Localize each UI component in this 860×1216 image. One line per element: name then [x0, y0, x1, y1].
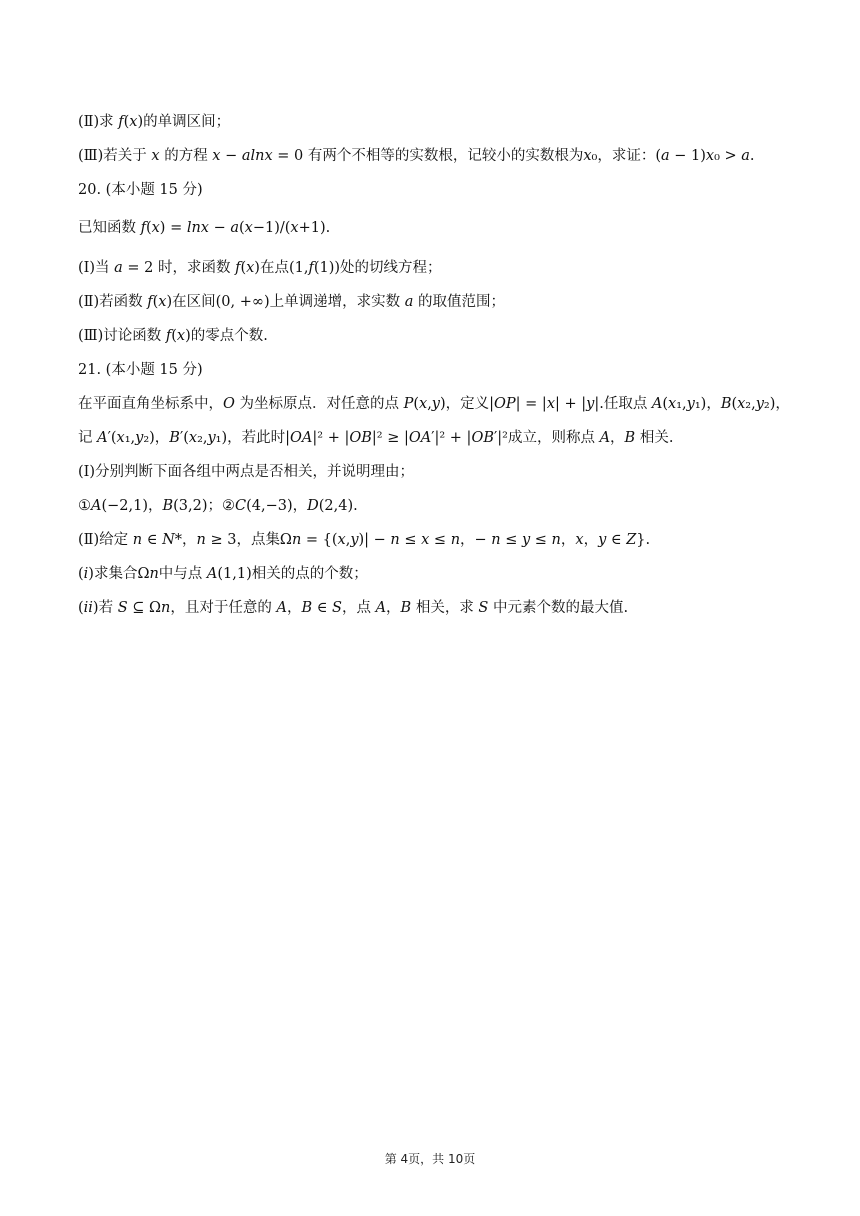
q21-stem-line2: 记 𝐴′(𝑥₁,𝑦₂)，𝐵′(𝑥₂,𝑦₁)，若此时|𝑂𝐴|² + |𝑂𝐵|² ≥ |𝑂𝐴′|² + |𝑂𝐵′|²成立，则称点 𝐴，𝐵 相关.	[78, 430, 674, 446]
page-footer: 第 4页，共 10页	[384, 1152, 476, 1166]
q20-stem: 已知函数 𝑓(𝑥) = 𝑙𝑛𝑥 − 𝑎(𝑥−1)/(𝑥+1).	[78, 220, 331, 236]
q21-part1-items: ①𝐴(−2,1)，𝐵(3,2)；②𝐶(4,−3)，𝐷(2,4).	[78, 498, 358, 514]
q21-header: 21. (本小题 15 分)	[78, 362, 203, 378]
q20-header: 20. (本小题 15 分)	[78, 182, 203, 198]
q21-part1: (Ⅰ)分别判断下面各组中两点是否相关，并说明理由；	[78, 464, 415, 480]
q19-part3: (Ⅲ)若关于 𝑥 的方程 𝑥 − 𝑎𝑙𝑛𝑥 = 0 有两个不相等的实数根，记较小的实数根为𝑥₀，求证：(𝑎 − 1)𝑥₀ > 𝑎.	[78, 148, 755, 164]
q20-part2: (Ⅱ)若函数 𝑓(𝑥)在区间(0, +∞)上单调递增，求实数 𝑎 的取值范围；	[78, 294, 505, 310]
q21-part2-ii: (𝑖𝑖)若 𝑆 ⊆ Ω𝑛，且对于任意的 𝐴，𝐵 ∈ 𝑆，点 𝐴，𝐵 相关，求 𝑆 中元素个数的最大值.	[78, 600, 629, 616]
q21-part2: (Ⅱ)给定 𝑛 ∈ 𝑁*，𝑛 ≥ 3，点集Ω𝑛 = {(𝑥,𝑦)| − 𝑛 ≤ 𝑥 ≤ 𝑛，− 𝑛 ≤ 𝑦 ≤ 𝑛，𝑥，𝑦 ∈ 𝑍}.	[78, 532, 651, 548]
q21-part2-i: (𝑖)求集合Ω𝑛中与点 𝐴(1,1)相关的点的个数；	[78, 566, 368, 582]
q20-part3: (Ⅲ)讨论函数 𝑓(𝑥)的零点个数.	[78, 328, 268, 344]
q21-stem-line1: 在平面直角坐标系中，𝑂 为坐标原点．对任意的点 𝑃(𝑥,𝑦)，定义|𝑂𝑃| = |𝑥| + |𝑦|.任取点 𝐴(𝑥₁,𝑦₁)，𝐵(𝑥₂,𝑦₂)，	[78, 396, 790, 412]
q20-part1: (Ⅰ)当 𝑎 = 2 时，求函数 𝑓(𝑥)在点(1,𝑓(1))处的切线方程；	[78, 260, 442, 276]
q19-part2: (Ⅱ)求 𝑓(𝑥)的单调区间；	[78, 114, 231, 130]
